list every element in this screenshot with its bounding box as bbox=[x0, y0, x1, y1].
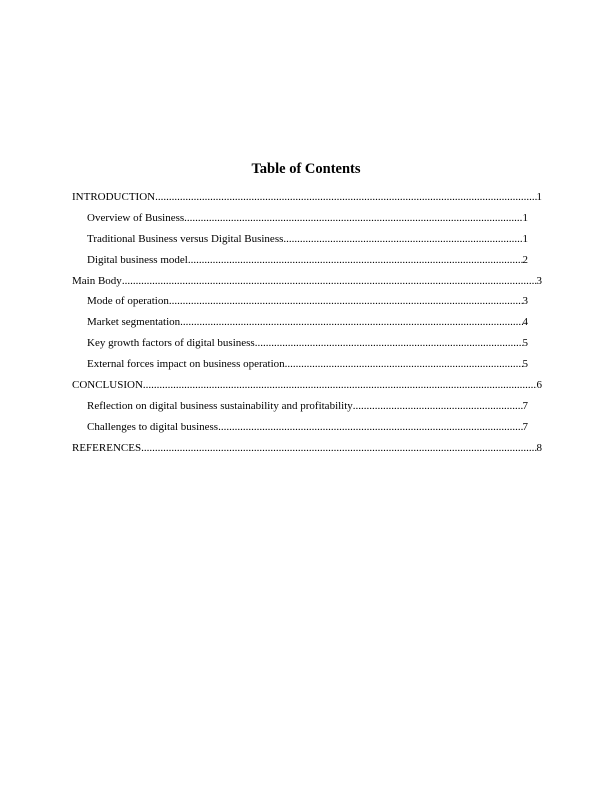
toc-entry-text: Market segmentation bbox=[87, 316, 181, 329]
toc-entry[interactable] bbox=[72, 211, 528, 232]
toc-entry[interactable] bbox=[72, 399, 528, 420]
toc-entry[interactable] bbox=[72, 315, 528, 336]
toc-dot-leader bbox=[285, 357, 523, 371]
toc-title: Table of Contents bbox=[251, 161, 361, 177]
toc-entry[interactable] bbox=[72, 336, 528, 357]
toc-entry[interactable] bbox=[72, 357, 528, 378]
toc-dot-leader bbox=[184, 211, 522, 225]
toc-page-number: 4 bbox=[522, 316, 528, 329]
toc-entry-text: CONCLUSION bbox=[72, 379, 143, 392]
toc-page-number: 1 bbox=[522, 232, 528, 245]
toc-page-number: 7 bbox=[522, 399, 528, 412]
toc-dot-leader bbox=[155, 190, 536, 204]
toc-page-number: 5 bbox=[522, 337, 528, 350]
toc-page-number: 1 bbox=[536, 191, 542, 203]
toc-entry[interactable] bbox=[72, 294, 528, 315]
toc-dot-leader bbox=[283, 232, 522, 246]
toc-entry[interactable] bbox=[72, 441, 542, 462]
toc-dot-leader bbox=[141, 441, 536, 455]
toc-dot-leader bbox=[353, 399, 523, 413]
toc-entry[interactable] bbox=[72, 253, 528, 274]
toc-entry-text: Main Body bbox=[72, 274, 122, 287]
toc-page-number: 7 bbox=[522, 420, 528, 433]
toc-dot-leader bbox=[218, 420, 522, 434]
toc-entry-text: Reflection on digital business sustainability and profitability bbox=[87, 399, 353, 412]
toc-page-number: 3 bbox=[522, 295, 528, 308]
toc-dot-leader bbox=[180, 315, 522, 329]
toc-entry-text: INTRODUCTION bbox=[72, 191, 156, 203]
toc-entry-text: Key growth factors of digital business bbox=[87, 337, 255, 350]
toc-entry-text: Overview of Business bbox=[87, 211, 185, 224]
toc-entry-text: External forces impact on business operation bbox=[87, 358, 285, 371]
toc-entry-text: Digital business model bbox=[87, 253, 188, 266]
toc-entry[interactable] bbox=[72, 274, 542, 295]
toc-page-number: 8 bbox=[536, 441, 542, 454]
toc-dot-leader bbox=[188, 253, 523, 267]
toc-page-number: 6 bbox=[536, 379, 542, 392]
toc-entry[interactable] bbox=[72, 190, 542, 211]
toc-dot-leader bbox=[169, 294, 523, 308]
toc-dot-leader bbox=[143, 378, 537, 392]
toc-dot-leader bbox=[122, 274, 537, 288]
toc-entry-text: Challenges to digital business bbox=[87, 420, 219, 433]
toc-entry-text: Mode of operation bbox=[87, 295, 169, 308]
toc-page-number: 3 bbox=[536, 274, 542, 287]
toc-entry[interactable] bbox=[72, 232, 528, 253]
toc-entry-text: Traditional Business versus Digital Business bbox=[87, 232, 284, 245]
toc-entry-text: REFERENCES bbox=[72, 441, 142, 454]
toc-dot-leader bbox=[255, 336, 523, 350]
toc-entry[interactable] bbox=[72, 378, 542, 399]
toc-page-number: 2 bbox=[522, 253, 528, 266]
toc-page-number: 5 bbox=[522, 358, 528, 371]
toc-entry[interactable] bbox=[72, 420, 528, 441]
toc-list bbox=[72, 190, 542, 462]
toc-page-number: 1 bbox=[522, 211, 528, 224]
